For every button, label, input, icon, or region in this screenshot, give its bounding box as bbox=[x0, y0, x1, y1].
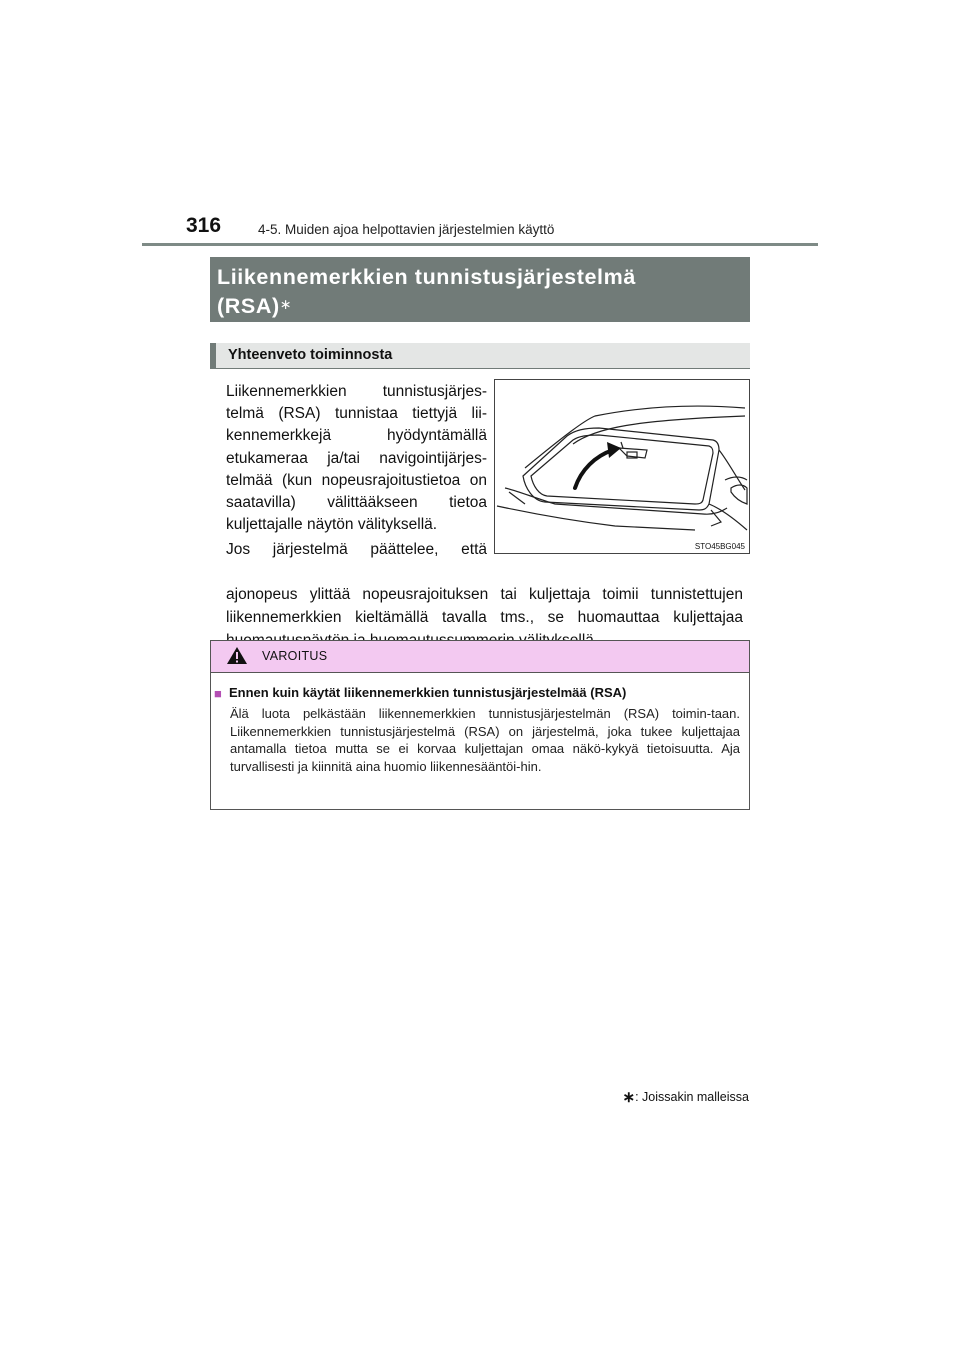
body-paragraph-1: Liikennemerkkien tunnistusjärjes-telmä (RSA) tunnistaa tiettyjä lii-kennemerkkejä hyödyntämällä etukameraa ja/tai navigointijärjes-telmää (kun nopeusrajoitustietoa on saatavilla) välittääkseen tietoa kuljettajalle näytön välityksellä. bbox=[226, 383, 487, 534]
footnote bbox=[622, 1087, 749, 1105]
warning-header bbox=[211, 641, 749, 673]
section-title-line1: Liikennemerkkien tunnistusjärjestelmä bbox=[217, 265, 636, 289]
figure-code: STO45BG045 bbox=[694, 542, 745, 551]
footnote-mark: ∗ bbox=[622, 1089, 636, 1106]
warning-triangle-icon bbox=[226, 646, 248, 665]
header-divider bbox=[142, 243, 818, 246]
chapter-title: 4-5. Muiden ajoa helpottavien järjestelmien käyttö bbox=[258, 222, 555, 237]
body-paragraph-2-rest: ajonopeus ylittää nopeusrajoituksen tai kuljettaja toimii tunnistettujen liikennemerkkien kieltämällä tavalla tms., se huomauttaa kuljettajaa bbox=[226, 586, 743, 626]
section-title-mark: ∗ bbox=[279, 296, 293, 312]
warning-text: Älä luota pelkästään liikennemerkkien tunnistusjärjestelmän (RSA) toimin-taan. Liikennemerkkien tunnistusjärjestelmä (RSA) on järjestelmä, joka tukee kuljettajaa antamalla tietoa mutta se ei korvaa kuljettajan omaa näkö-kykyä tietoisuutta. Aja turvallisesti ja kiinnitä aina huomio liikennesääntöi-hin. bbox=[230, 706, 740, 774]
warning-label: VAROITUS bbox=[262, 649, 328, 663]
subsection-heading: Yhteenveto toiminnosta bbox=[210, 343, 750, 369]
section-title-box bbox=[210, 257, 750, 322]
warning-title: Ennen kuin käytät liikennemerkkien tunnistusjärjestelmää (RSA) bbox=[229, 685, 627, 700]
warning-box bbox=[210, 640, 750, 810]
body-paragraph-2-start: Jos järjestelmä päättelee, että bbox=[226, 541, 487, 558]
footnote-text: : Joissakin malleissa bbox=[635, 1090, 749, 1104]
windshield-camera-illustration bbox=[494, 379, 750, 554]
page-number: 316 bbox=[186, 214, 222, 237]
section-title-line2: (RSA) bbox=[217, 294, 280, 318]
windshield-drawing bbox=[495, 380, 749, 553]
warning-bullet-icon: ■ bbox=[214, 686, 222, 701]
